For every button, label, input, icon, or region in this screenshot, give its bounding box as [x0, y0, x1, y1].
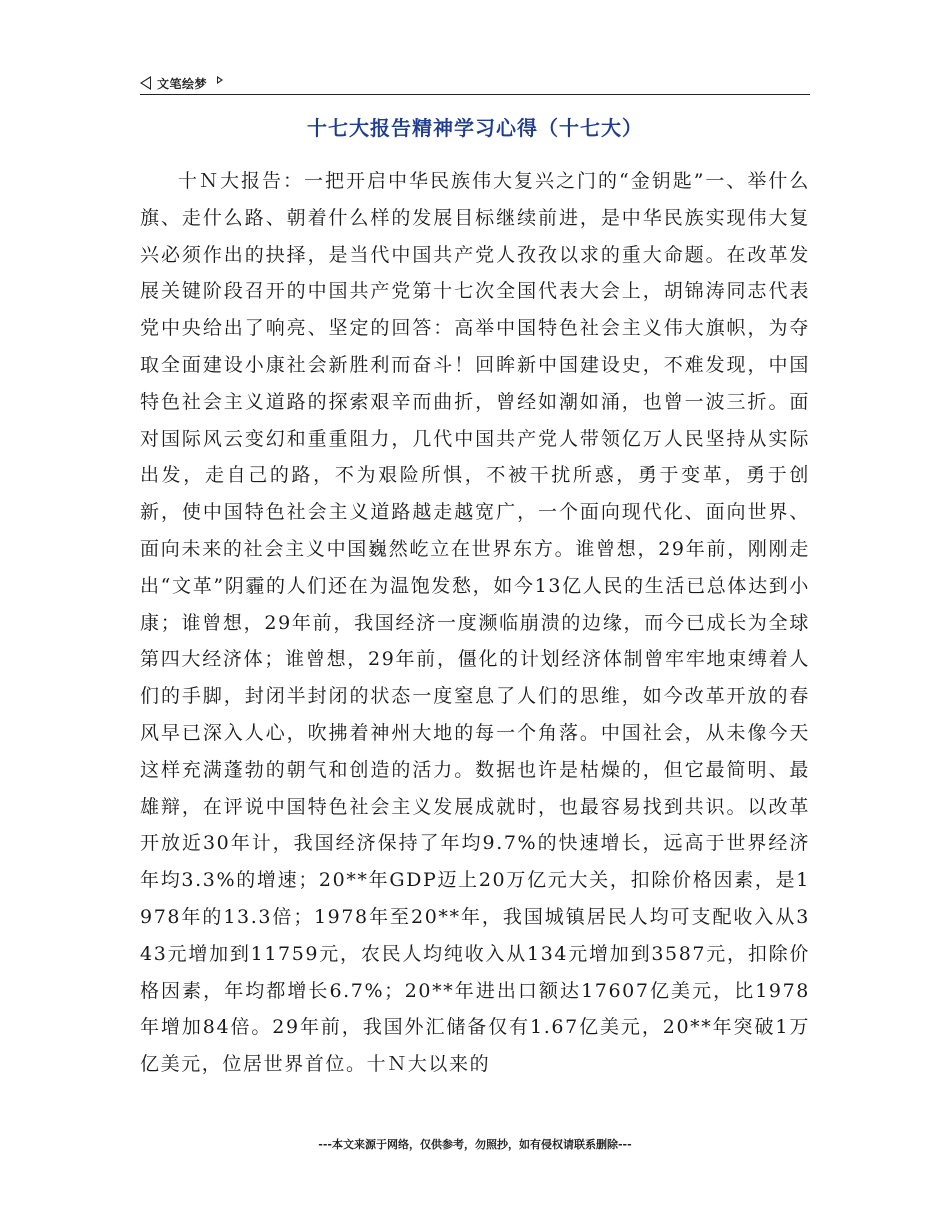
- header-brand: 文笔绘梦: [157, 76, 208, 91]
- page-header: [140, 72, 810, 95]
- left-triangle-icon: [140, 76, 151, 90]
- right-triangle-icon: [217, 76, 223, 84]
- body-paragraph: 十Ｎ大报告：一把开启中华民族伟大复兴之门的“金钥匙”一、举什么旗、走什么路、朝着什么样的发展目标继续前进，是中华民族实现伟大复兴必须作出的抉择，是当代中国共产党人孜孜以求的重大命题。在改革发展关键阶段召开的中国共产党第十七次全国代表大会上，胡锦涛同志代表党中央给出了响亮、坚定的回答：高举中国特色社会主义伟大旗帜，为夺取全面建设小康社会新胜利而奋斗！回眸新中国建设史，不难发现，中国特色社会主义道路的探索艰辛而曲折，曾经如潮如涌，也曾一波三折。面对国际风云变幻和重重阻力，几代中国共产党人带领亿万人民坚持从实际出发，走自己的路，不为艰险所惧，不被干扰所惑，勇于变革，勇于创新，使中国特色社会主义道路越走越宽广，一个面向现代化、面向世界、面向未来的社会主义中国巍然屹立在世界东方。谁曾想，29年前，刚刚走出“文革”阴霾的人们还在为温饱发愁，如今13亿人民的生活已总体达到小康；谁曾想，29年前，我国经济一度濒临崩溃的边缘，而今已成长为全球第四大经济体；谁曾想，29年前，僵化的计划经济体制曾牢牢地束缚着人们的手脚，封闭半封闭的状态一度窒息了人们的思维，如今改革开放的春风早已深入人心，吹拂着神州大地的每一个角落。中国社会，从未像今天这样充满蓬勃的朝气和创造的活力。数据也许是枯燥的，但它最简明、最雄辩，在评说中国特色社会主义发展成就时，也最容易找到共识。以改革开放近30年计，我国经济保持了年均9.7%的快速增长，远高于世界经济年均3.3%的增速；20**年GDP迈上20万亿元大关，扣除价格因素，是1978年的13.3倍；1978年至20**年，我国城镇居民人均可支配收入从343元增加到11759元，农民人均纯收入从134元增加到3587元，扣除价格因素，年均都增长6.7%；20**年进出口额达17607亿美元，比1978年增加84倍。29年前，我国外汇储备仅有1.67亿美元，20**年突破1万亿美元，位居世界首位。十Ｎ大以来的: [140, 170, 810, 1076]
- document-title: 十七大报告精神学习心得（十七大）: [307, 116, 643, 140]
- footer-disclaimer: ---本文来源于网络，仅供参考，勿照抄，如有侵权请联系删除---: [318, 1138, 632, 1151]
